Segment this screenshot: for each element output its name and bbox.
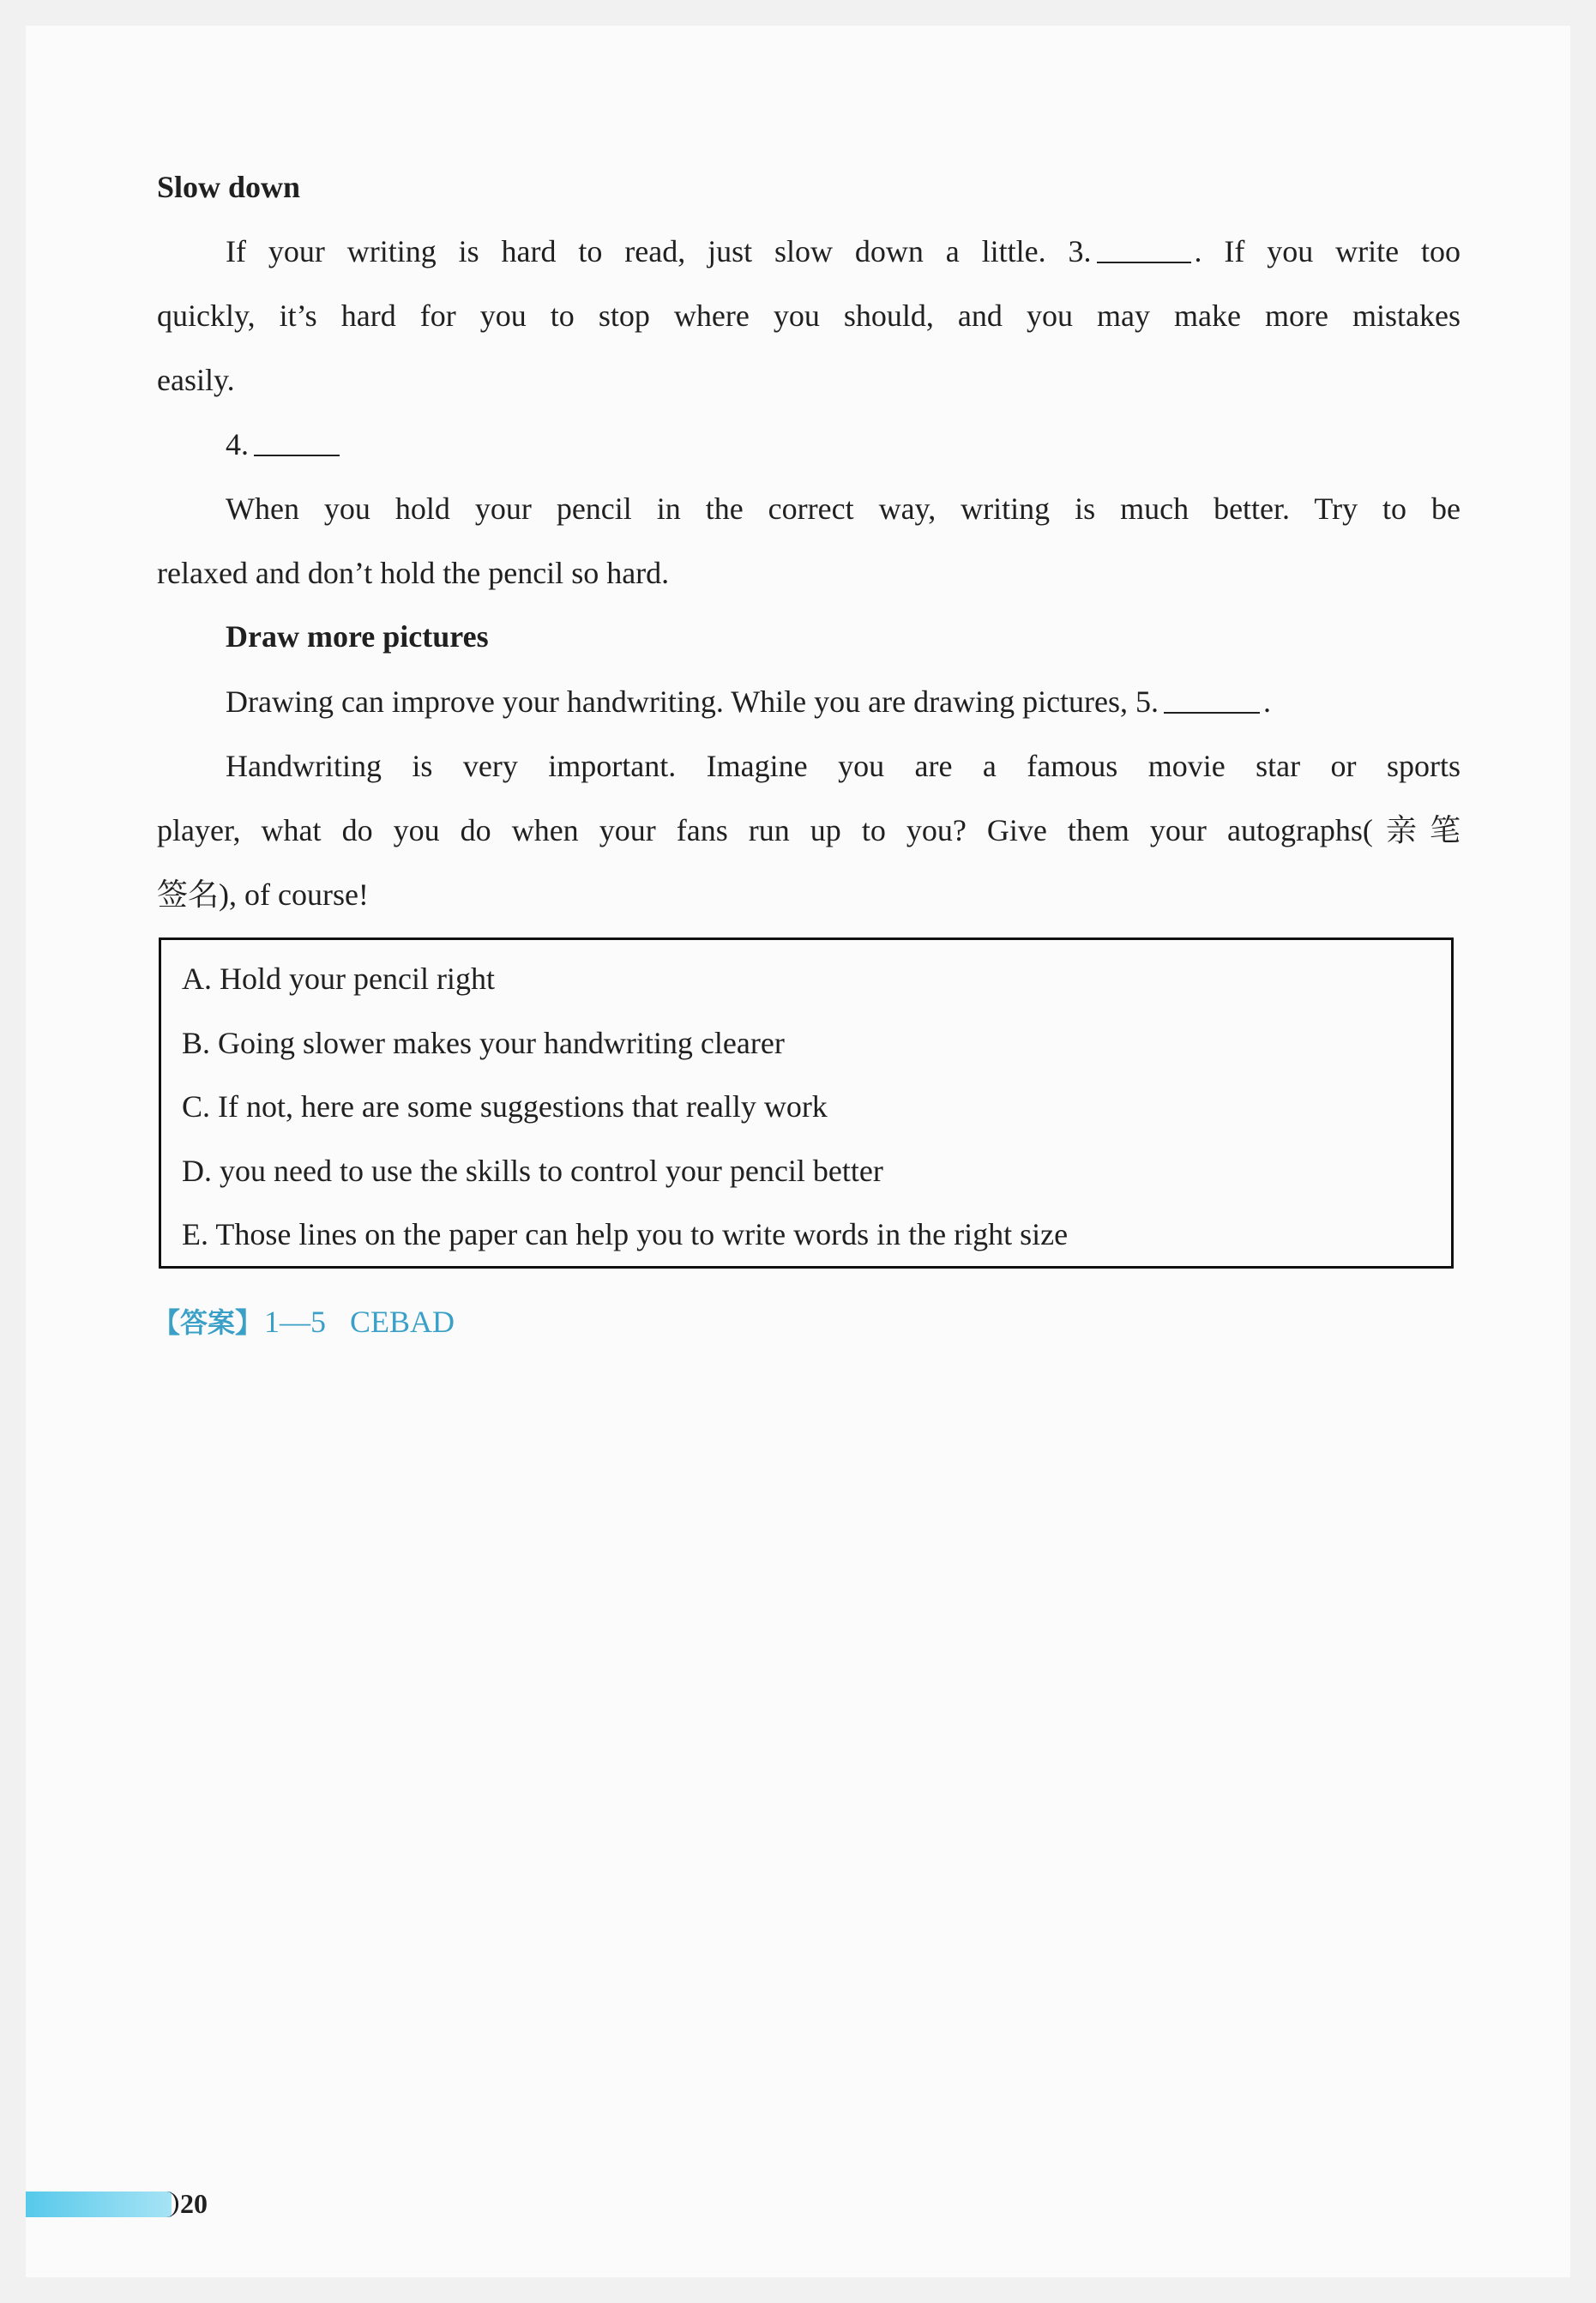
closing-line-3: 签名), of course! (157, 877, 369, 912)
page-number: 20 (180, 2188, 208, 2219)
footer-decorative-bar (26, 2191, 172, 2217)
option-c: C. If not, here are some suggestions that really work (182, 1089, 828, 1124)
heading-slow-down: Slow down (157, 170, 301, 204)
slow-down-text-after-blank: . If you write too (1194, 234, 1460, 268)
closing-line-1: Handwriting is very important. Imagine you are a famous movie star or sports (226, 749, 1460, 783)
hold-pencil-line-1: When you hold your pencil in the correct way, writing is much better. Try to be (226, 491, 1460, 526)
slow-down-paragraph-line-2: quickly, it’s hard for you to stop where you should, and you may make more mistakes (157, 298, 1460, 333)
blank-5 (1164, 688, 1260, 714)
blank-3 (1097, 238, 1191, 263)
slow-down-paragraph-line-1 (226, 236, 1460, 267)
slow-down-text-before-blank: If your writing is hard to read, just slow down a little. 3. (226, 234, 1092, 268)
heading-draw-more-pictures: Draw more pictures (226, 619, 489, 654)
option-b: B. Going slower makes your handwriting clearer (182, 1026, 785, 1060)
options-box (159, 937, 1454, 1269)
answer-range: 1—5 (264, 1305, 327, 1339)
draw-more-paragraph (226, 686, 1460, 717)
hold-pencil-line-2: relaxed and don’t hold the pencil so hard. (157, 556, 670, 590)
answer-tag: 【答案】 (153, 1306, 263, 1339)
answer-line (153, 1306, 455, 1337)
draw-more-text-after-blank: . (1263, 684, 1272, 719)
closing-line-2: player, what do you do when your fans run up to you? Give them your autographs(亲笔 (157, 813, 1460, 847)
item-4-label: 4. (226, 427, 249, 461)
answer-key: CEBAD (350, 1305, 455, 1339)
slow-down-paragraph-line-3: easily. (157, 363, 235, 397)
blank-4 (254, 431, 340, 456)
option-e: E. Those lines on the paper can help you to write words in the right size (182, 1217, 1069, 1251)
option-d: D. you need to use the skills to control your pencil better (182, 1154, 883, 1188)
item-4-line (226, 429, 1460, 460)
draw-more-text-before-blank: Drawing can improve your handwriting. While you are drawing pictures, 5. (226, 684, 1159, 719)
option-a: A. Hold your pencil right (182, 962, 495, 996)
